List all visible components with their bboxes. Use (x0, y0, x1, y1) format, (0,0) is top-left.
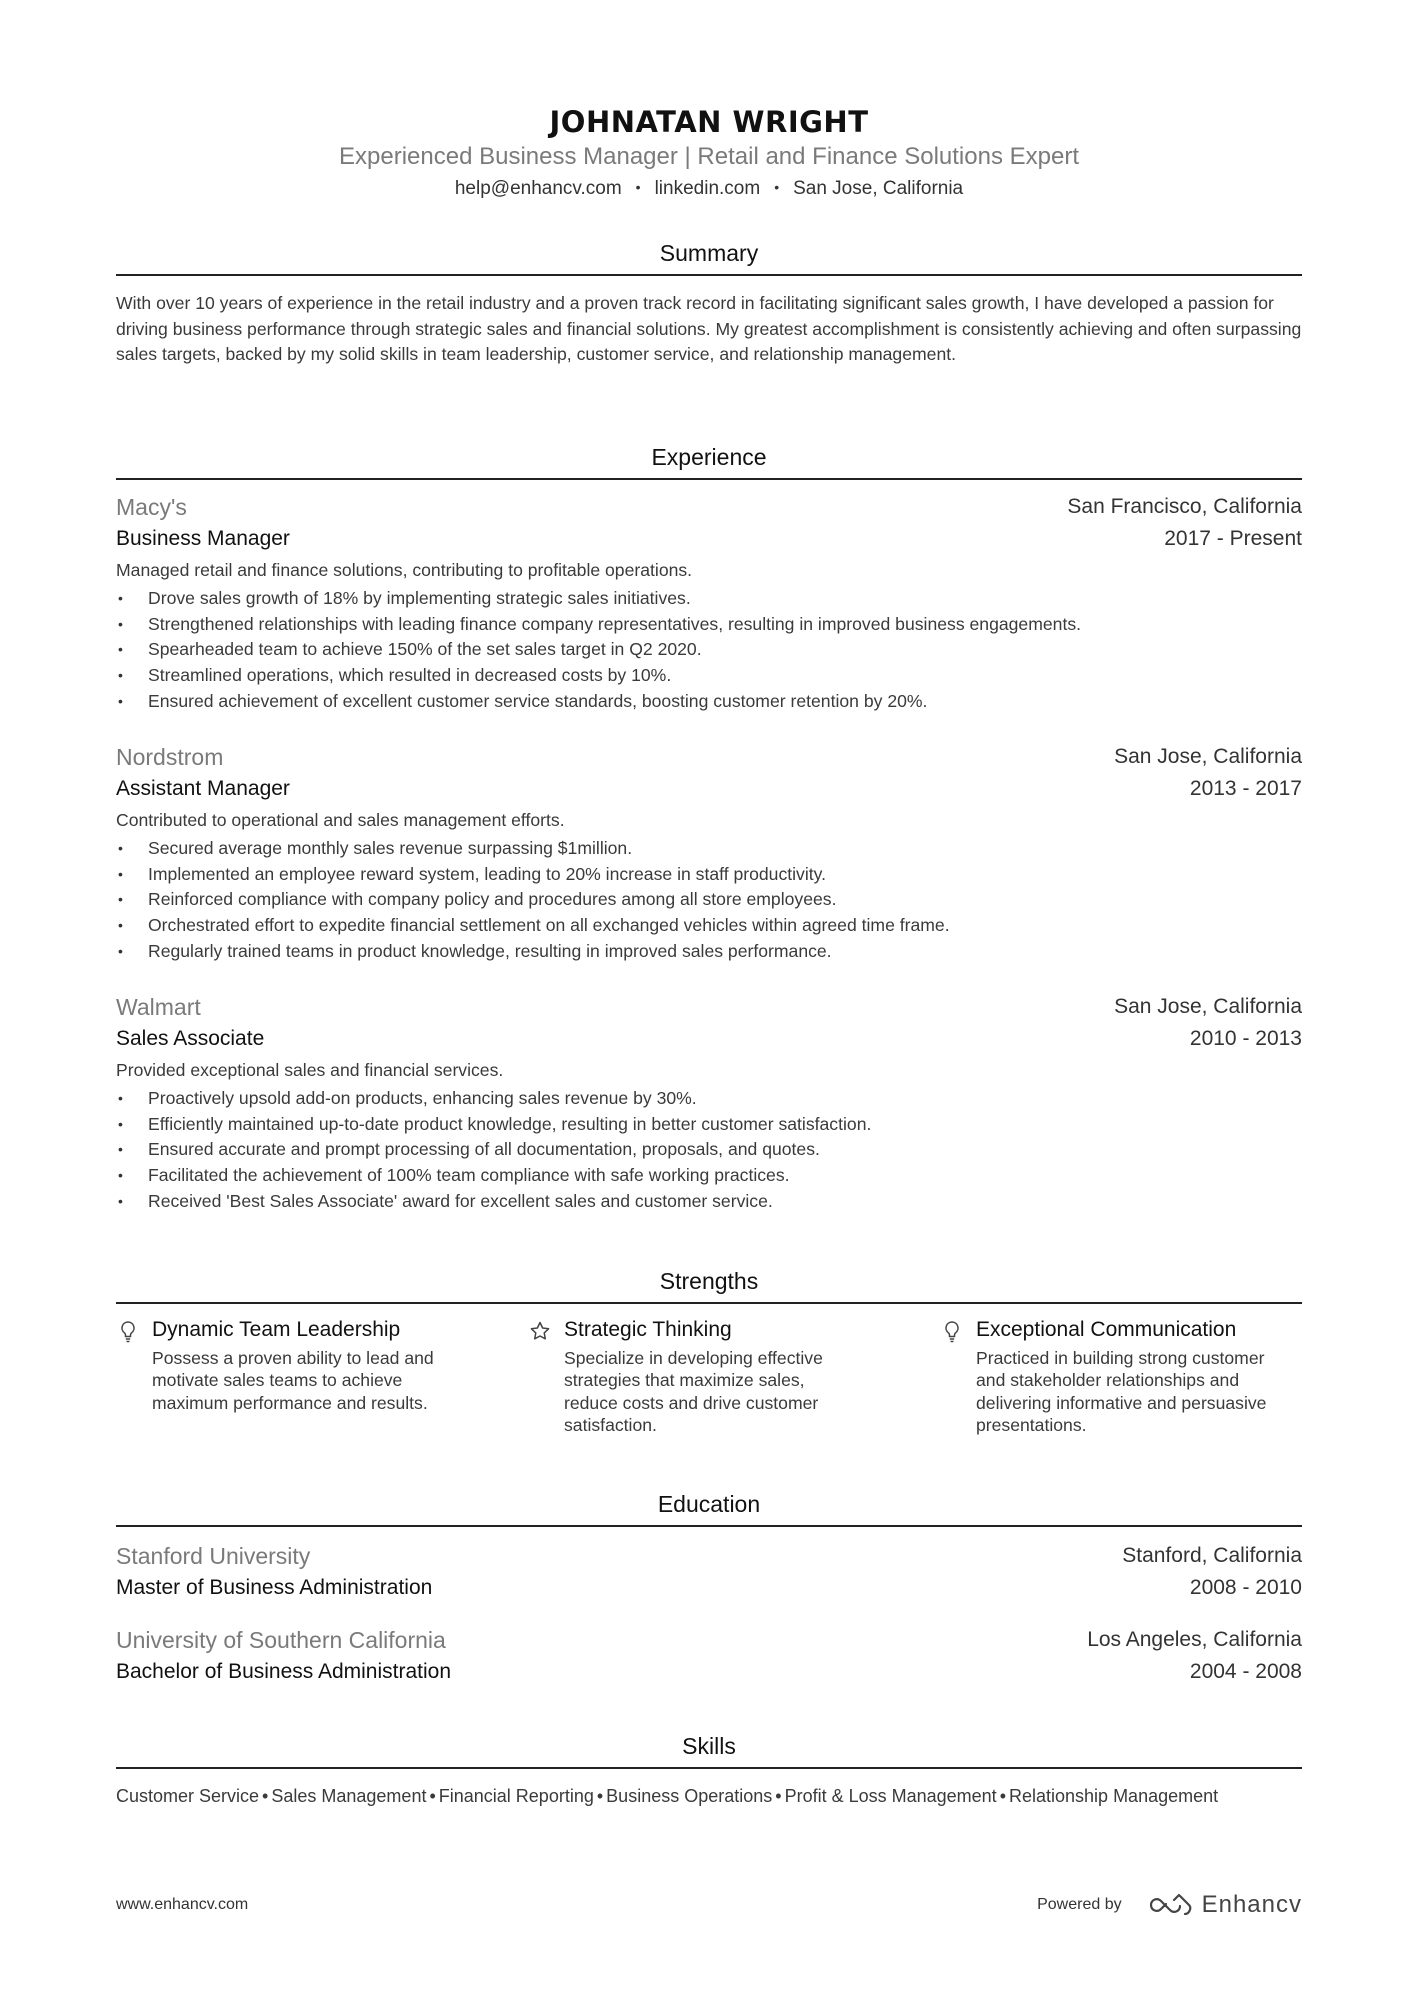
contact-separator: • (774, 179, 780, 195)
lightbulb-icon (116, 1319, 140, 1345)
bullet-dot: • (118, 1141, 123, 1158)
bullet-dot: • (118, 891, 123, 908)
skills-heading: Skills (682, 1733, 736, 1759)
bullet-item: • Orchestrated effort to expedite financial settlement on all exchanged vehicles within agreed time frame. (116, 913, 1302, 939)
education-dates: 2008 - 2010 (1189, 1576, 1302, 1599)
star-icon (528, 1319, 552, 1345)
bullet-item: • Efficiently maintained up-to-date product knowledge, resulting in better customer satisfaction. (116, 1112, 1302, 1138)
bullet-dot: • (118, 942, 123, 959)
enhancv-logo-icon (1148, 1892, 1192, 1918)
bullet-dot: • (118, 692, 123, 709)
job-dates: 2010 - 2013 (1189, 1027, 1302, 1050)
job-role: Business Manager (116, 527, 290, 550)
bullet-item: • Facilitated the achievement of 100% team compliance with safe working practices. (116, 1163, 1302, 1189)
skill-separator: • (775, 1786, 782, 1806)
bullet-item: • Secured average monthly sales revenue surpassing $1million. (116, 836, 1302, 862)
job-role: Sales Associate (116, 1027, 265, 1050)
job-company: Nordstrom (116, 744, 224, 770)
strength-title: Exceptional Communication (976, 1318, 1237, 1341)
skills-list (116, 1783, 1302, 1809)
bullet-item: • Streamlined operations, which resulted in decreased costs by 10%. (116, 663, 1302, 689)
bullet-item: • Strengthened relationships with leading finance company representatives, resulting in improved business engagements. (116, 612, 1302, 638)
job-bullets (116, 586, 1302, 715)
candidate-name: JOHNATAN WRIGHT (549, 105, 869, 139)
skill-item: Customer Service (116, 1786, 260, 1806)
school-location: Stanford, California (1122, 1544, 1302, 1567)
contact-email[interactable]: help@enhancv.com (454, 178, 622, 199)
skill-item: Financial Reporting (438, 1786, 594, 1806)
job-entry (116, 492, 1302, 715)
bullet-dot: • (118, 667, 123, 684)
strength-title: Dynamic Team Leadership (152, 1318, 401, 1341)
brand-name: Enhancv (1201, 1891, 1302, 1918)
summary-text: With over 10 years of experience in the retail industry and a proven track record in facilitating significant sales growth, I have developed a passion for driving business performance through strategic sales and financial solutions. My greatest accomplishment is consistently achieving and often surpassing sales targets, backed by my solid skills in team leadership, customer service, and relationship management. (116, 293, 1302, 364)
strength-item (116, 1316, 496, 1414)
bullet-dot: • (118, 1115, 123, 1132)
contact-line (116, 174, 1302, 202)
school-location: Los Angeles, California (1087, 1628, 1302, 1651)
strength-description: Possess a proven ability to lead and motivate sales teams to achieve maximum performance and results. (152, 1348, 434, 1413)
summary-divider (116, 274, 1302, 276)
bullet-dot: • (118, 840, 123, 856)
experience-heading: Experience (651, 444, 767, 470)
bullet-item: • Regularly trained teams in product knowledge, resulting in improved sales performance. (116, 939, 1302, 965)
degree: Master of Business Administration (116, 1576, 433, 1599)
skill-item: Sales Management (271, 1786, 427, 1806)
job-description: Managed retail and finance solutions, contributing to profitable operations. (116, 560, 693, 580)
skill-separator: • (262, 1786, 269, 1806)
strengths-grid (116, 1316, 1302, 1446)
job-location: San Francisco, California (1067, 495, 1302, 518)
contact-separator: • (635, 179, 641, 195)
bullet-item: • Ensured accurate and prompt processing of all documentation, proposals, and quotes. (116, 1137, 1302, 1163)
lightbulb-icon (940, 1319, 964, 1345)
skill-separator: • (999, 1786, 1006, 1806)
job-description: Contributed to operational and sales management efforts. (116, 810, 565, 830)
bullet-item: • Proactively upsold add-on products, enhancing sales revenue by 30%. (116, 1086, 1302, 1112)
school-name: University of Southern California (116, 1627, 446, 1653)
strength-description: Practiced in building strong customer and stakeholder relationships and delivering informative and persuasive presentations. (976, 1348, 1267, 1435)
bullet-item: • Spearheaded team to achieve 150% of the set sales target in Q2 2020. (116, 637, 1302, 663)
job-location: San Jose, California (1114, 745, 1302, 768)
skill-separator: • (429, 1786, 436, 1806)
skill-item: Relationship Management (1009, 1786, 1219, 1806)
resume-header (116, 104, 1302, 202)
summary-heading: Summary (659, 240, 759, 266)
job-role: Assistant Manager (116, 777, 290, 800)
job-location: San Jose, California (1114, 995, 1302, 1018)
job-dates: 2017 - Present (1164, 527, 1302, 550)
bullet-dot: • (118, 1167, 123, 1184)
job-description: Provided exceptional sales and financial services. (116, 1060, 504, 1080)
job-dates: 2013 - 2017 (1189, 777, 1302, 800)
bullet-dot: • (118, 590, 123, 606)
strengths-divider (116, 1302, 1302, 1304)
contact-location: San Jose, California (793, 178, 964, 199)
strength-description: Specialize in developing effective strategies that maximize sales, reduce costs and drive customer satisfaction. (564, 1348, 823, 1435)
candidate-headline: Experienced Business Manager | Retail and Finance Solutions Expert (339, 143, 1079, 170)
job-entry (116, 992, 1302, 1215)
powered-by-label: Powered by (1037, 1896, 1122, 1913)
strengths-heading: Strengths (659, 1268, 759, 1294)
job-company: Walmart (116, 994, 201, 1020)
job-bullets (116, 836, 1302, 965)
footer-website[interactable]: www.enhancv.com (116, 1896, 249, 1913)
bullet-dot: • (118, 641, 123, 658)
bullet-dot: • (118, 1192, 123, 1209)
degree: Bachelor of Business Administration (116, 1660, 452, 1683)
education-dates: 2004 - 2008 (1189, 1660, 1302, 1683)
experience-divider (116, 478, 1302, 480)
bullet-item: • Ensured achievement of excellent customer service standards, boosting customer retention by 20%. (116, 689, 1302, 715)
education-entry (116, 1625, 1302, 1689)
strength-item (528, 1316, 908, 1436)
footer-branding[interactable] (1037, 1880, 1302, 1930)
bullet-item: • Drove sales growth of 18% by implementing strategic sales initiatives. (116, 586, 1302, 612)
skill-item: Profit & Loss Management (784, 1786, 997, 1806)
bullet-dot: • (118, 1090, 123, 1106)
job-company: Macy's (116, 494, 187, 520)
resume-page (116, 0, 1302, 1995)
skill-item: Business Operations (606, 1786, 773, 1806)
skill-separator: • (596, 1786, 604, 1806)
skills-divider (116, 1767, 1302, 1769)
bullet-item: • Implemented an employee reward system, leading to 20% increase in staff productivity. (116, 862, 1302, 888)
bullet-item: • Reinforced compliance with company policy and procedures among all store employees. (116, 887, 1302, 913)
education-divider (116, 1525, 1302, 1527)
strength-item (940, 1316, 1320, 1436)
bullet-item: • Received 'Best Sales Associate' award for excellent sales and customer service. (116, 1189, 1302, 1215)
education-heading: Education (657, 1491, 761, 1517)
bullet-dot: • (118, 615, 123, 632)
contact-linkedin[interactable]: linkedin.com (654, 178, 761, 199)
strength-title: Strategic Thinking (564, 1318, 732, 1341)
education-entry (116, 1541, 1302, 1605)
bullet-dot: • (118, 917, 123, 934)
bullet-dot: • (118, 865, 123, 882)
school-name: Stanford University (116, 1543, 311, 1569)
job-entry (116, 742, 1302, 965)
job-bullets (116, 1086, 1302, 1215)
